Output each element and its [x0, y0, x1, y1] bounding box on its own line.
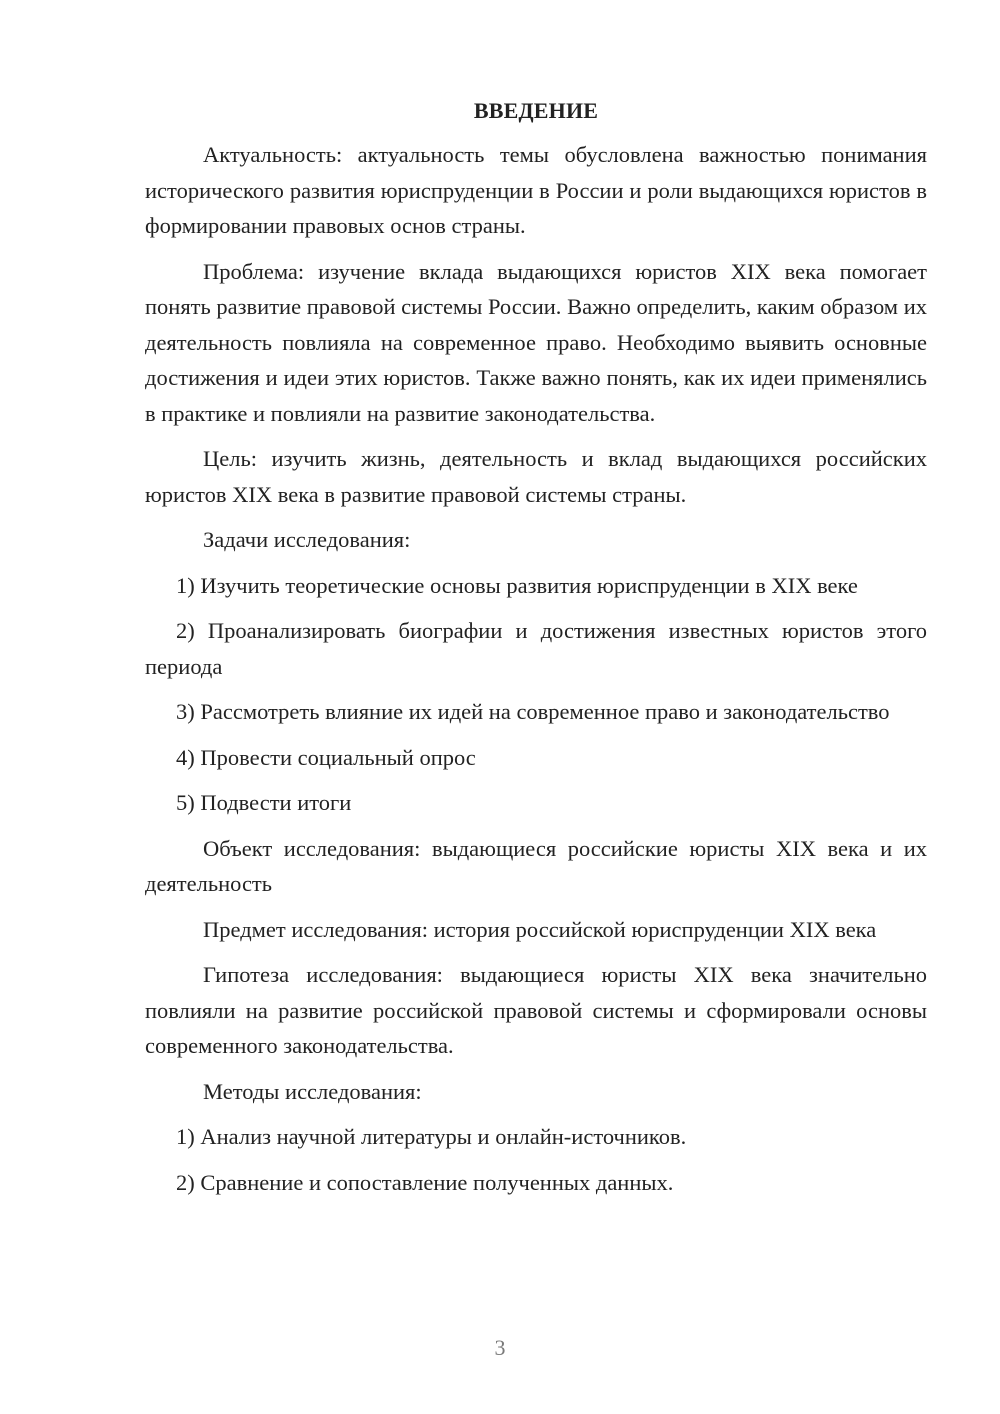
- paragraph-tasks-heading: Задачи исследования:: [203, 527, 411, 552]
- task-list-item: 1) Изучить теоретические основы развития юриспруденции в XIX веке: [176, 572, 858, 598]
- paragraph-hypothesis: Гипотеза исследования: выдающиеся юристы XIX века значительно повлияли на развитие российской правовой системы и сформировали основы современного законодательства.: [145, 962, 927, 1058]
- document-body: [145, 96, 927, 1210]
- paragraph-goal: Цель: изучить жизнь, деятельность и вклад выдающихся российских юристов XIX века в развитие правовой системы страны.: [145, 446, 927, 507]
- task-list-item: 5) Подвести итоги: [176, 790, 352, 815]
- page-number: 3: [494, 1335, 506, 1360]
- method-list-item: 1) Анализ научной литературы и онлайн-источников.: [176, 1124, 687, 1149]
- paragraph-subject: Предмет исследования: история российской юриспруденции XIX века: [203, 916, 877, 942]
- task-list-item: 2) Проанализировать биографии и достижения известных юристов этого периода: [145, 618, 927, 679]
- task-list-item: 3) Рассмотреть влияние их идей на современное право и законодательство: [176, 699, 890, 724]
- paragraph-problem: Проблема: изучение вклада выдающихся юристов XIX века помогает понять развитие правовой системы России. Важно определить, каким образом их деятельность повлияла на современное право. Необходимо выявить основные достижения и идеи этих юристов. Также важно понять, как их идеи применялись в практике и повлияли на развитие законодательства.: [145, 258, 927, 426]
- method-list-item: 2) Сравнение и сопоставление полученных данных.: [176, 1169, 674, 1195]
- paragraph-object: Объект исследования: выдающиеся российские юристы XIX века и их деятельность: [145, 835, 927, 896]
- task-list-item: 4) Провести социальный опрос: [176, 744, 476, 770]
- section-title: ВВЕДЕНИЕ: [473, 98, 599, 123]
- paragraph-relevance: Актуальность: актуальность темы обусловлена важностью понимания исторического развития юриспруденции в России и роли выдающихся юристов в формировании правовых основ страны.: [145, 142, 927, 238]
- paragraph-methods-heading: Методы исследования:: [203, 1078, 422, 1104]
